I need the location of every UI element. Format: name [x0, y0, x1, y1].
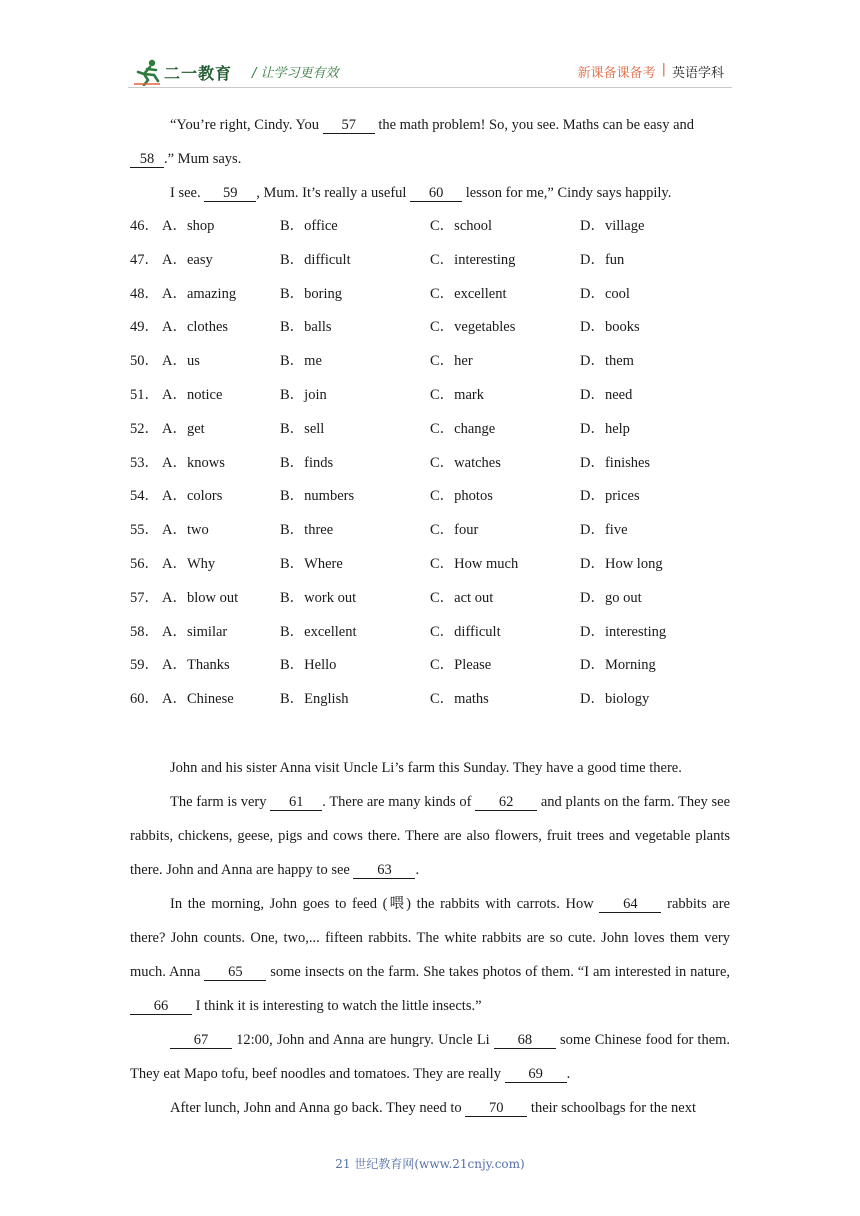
dialogue-line-57: “You’re right, Cindy. You 57 the math problem! So, you see. Maths can be easy and — [170, 117, 695, 133]
blank-57: 57 — [323, 117, 375, 134]
blank-61: 61 — [270, 794, 322, 811]
page-header — [128, 54, 732, 88]
blank-66: 66 — [130, 998, 192, 1015]
passage-paragraph-5: After lunch, John and Anna go back. They need to 70 their schoolbags for the next — [170, 1099, 697, 1116]
question-row: 59． A．Thanks B．Hello C．Please D．Morning — [130, 657, 656, 674]
passage-paragraph-3: In the morning, John goes to feed (喂) the rabbits with carrots. How 64 rabbits are there? John counts. One, two,... fifteen rabbits. The white rabbits are so cute. John loves them very much. Anna 65 some insects on the farm. She takes photos of them. “I am interested in nature, 66 I think it is interesting to watch the little insects.” — [130, 895, 731, 1014]
question-row: 47． A．easy B．difficult C．interesting D．fun — [130, 251, 625, 268]
slogan: / 让学习更有效 — [252, 66, 339, 81]
dialogue-line-59: I see. 59 , Mum. It’s really a useful 60 lesson for me,” Cindy says happily. — [170, 185, 672, 201]
runner-logo-icon — [132, 58, 162, 86]
blank-60: 60 — [410, 185, 462, 202]
question-row: 58． A．similar B．excellent C．difficult D．interesting — [130, 623, 667, 640]
question-row: 52． A．get B．sell C．change D．help — [130, 420, 630, 437]
question-row: 51． A．notice B．join C．mark D．need — [130, 386, 633, 403]
header-right — [578, 62, 724, 81]
passage-paragraph-1: John and his sister Anna visit Uncle Li’s farm this Sunday. They have a good time there. — [170, 759, 682, 776]
blank-64: 64 — [599, 896, 661, 913]
question-row: 46． A．shop B．office C．school D．village — [130, 218, 645, 234]
question-row: 50． A．us B．me C．her D．them — [130, 353, 634, 370]
question-row: 55． A．two B．three C．four D．five — [130, 522, 628, 539]
question-row: 54． A．colors B．numbers C．photos D．prices — [130, 488, 640, 505]
blank-58: 58 — [130, 151, 164, 168]
blank-59: 59 — [204, 185, 256, 202]
blank-69: 69 — [505, 1066, 567, 1083]
header-separator: | — [661, 62, 666, 77]
header-label: 新课备课备考 — [577, 66, 656, 81]
blank-62: 62 — [475, 794, 537, 811]
blank-70: 70 — [465, 1100, 527, 1117]
header-divider — [128, 87, 732, 88]
logo — [132, 58, 232, 86]
blank-65: 65 — [204, 964, 266, 981]
question-options — [130, 210, 730, 717]
passage-paragraph-2: The farm is very 61 . There are many kinds of 62 and plants on the farm. They see rabbits, chickens, geese, pigs and cows there. There are also flowers, fruit trees and vegetable plants there. John and Anna are happy to see 63 . — [130, 793, 730, 878]
document-body — [130, 108, 730, 1125]
question-row: 53． A．knows B．finds C．watches D．finishes — [130, 454, 651, 471]
blank-63: 63 — [353, 862, 415, 879]
blank-67: 67 — [170, 1032, 232, 1049]
passage-paragraph-4: 67 12:00, John and Anna are hungry. Uncle Li 68 some Chinese food for them. They eat Mapo tofu, beef noodles and tomatoes. They are really 69 . — [130, 1031, 731, 1082]
logo-text: 二一教育 — [164, 63, 233, 83]
question-row: 48． A．amazing B．boring C．excellent D．cool — [130, 285, 630, 302]
dialogue-line-58: 58 .” Mum says. — [130, 142, 730, 176]
header-subject: 英语学科 — [671, 66, 724, 81]
question-row: 49． A．clothes B．balls C．vegetables D．books — [130, 319, 640, 336]
question-row: 56． A．Why B．Where C．How much D．How long — [130, 555, 663, 572]
page-footer: 21 世纪教育网(www.21cnjy.com) — [335, 1157, 525, 1171]
question-row: 60． A．Chinese B．English C．maths D．biology — [130, 691, 650, 708]
blank-68: 68 — [494, 1032, 556, 1049]
question-row: 57． A．blow out B．work out C．act out D．go out — [130, 589, 642, 606]
